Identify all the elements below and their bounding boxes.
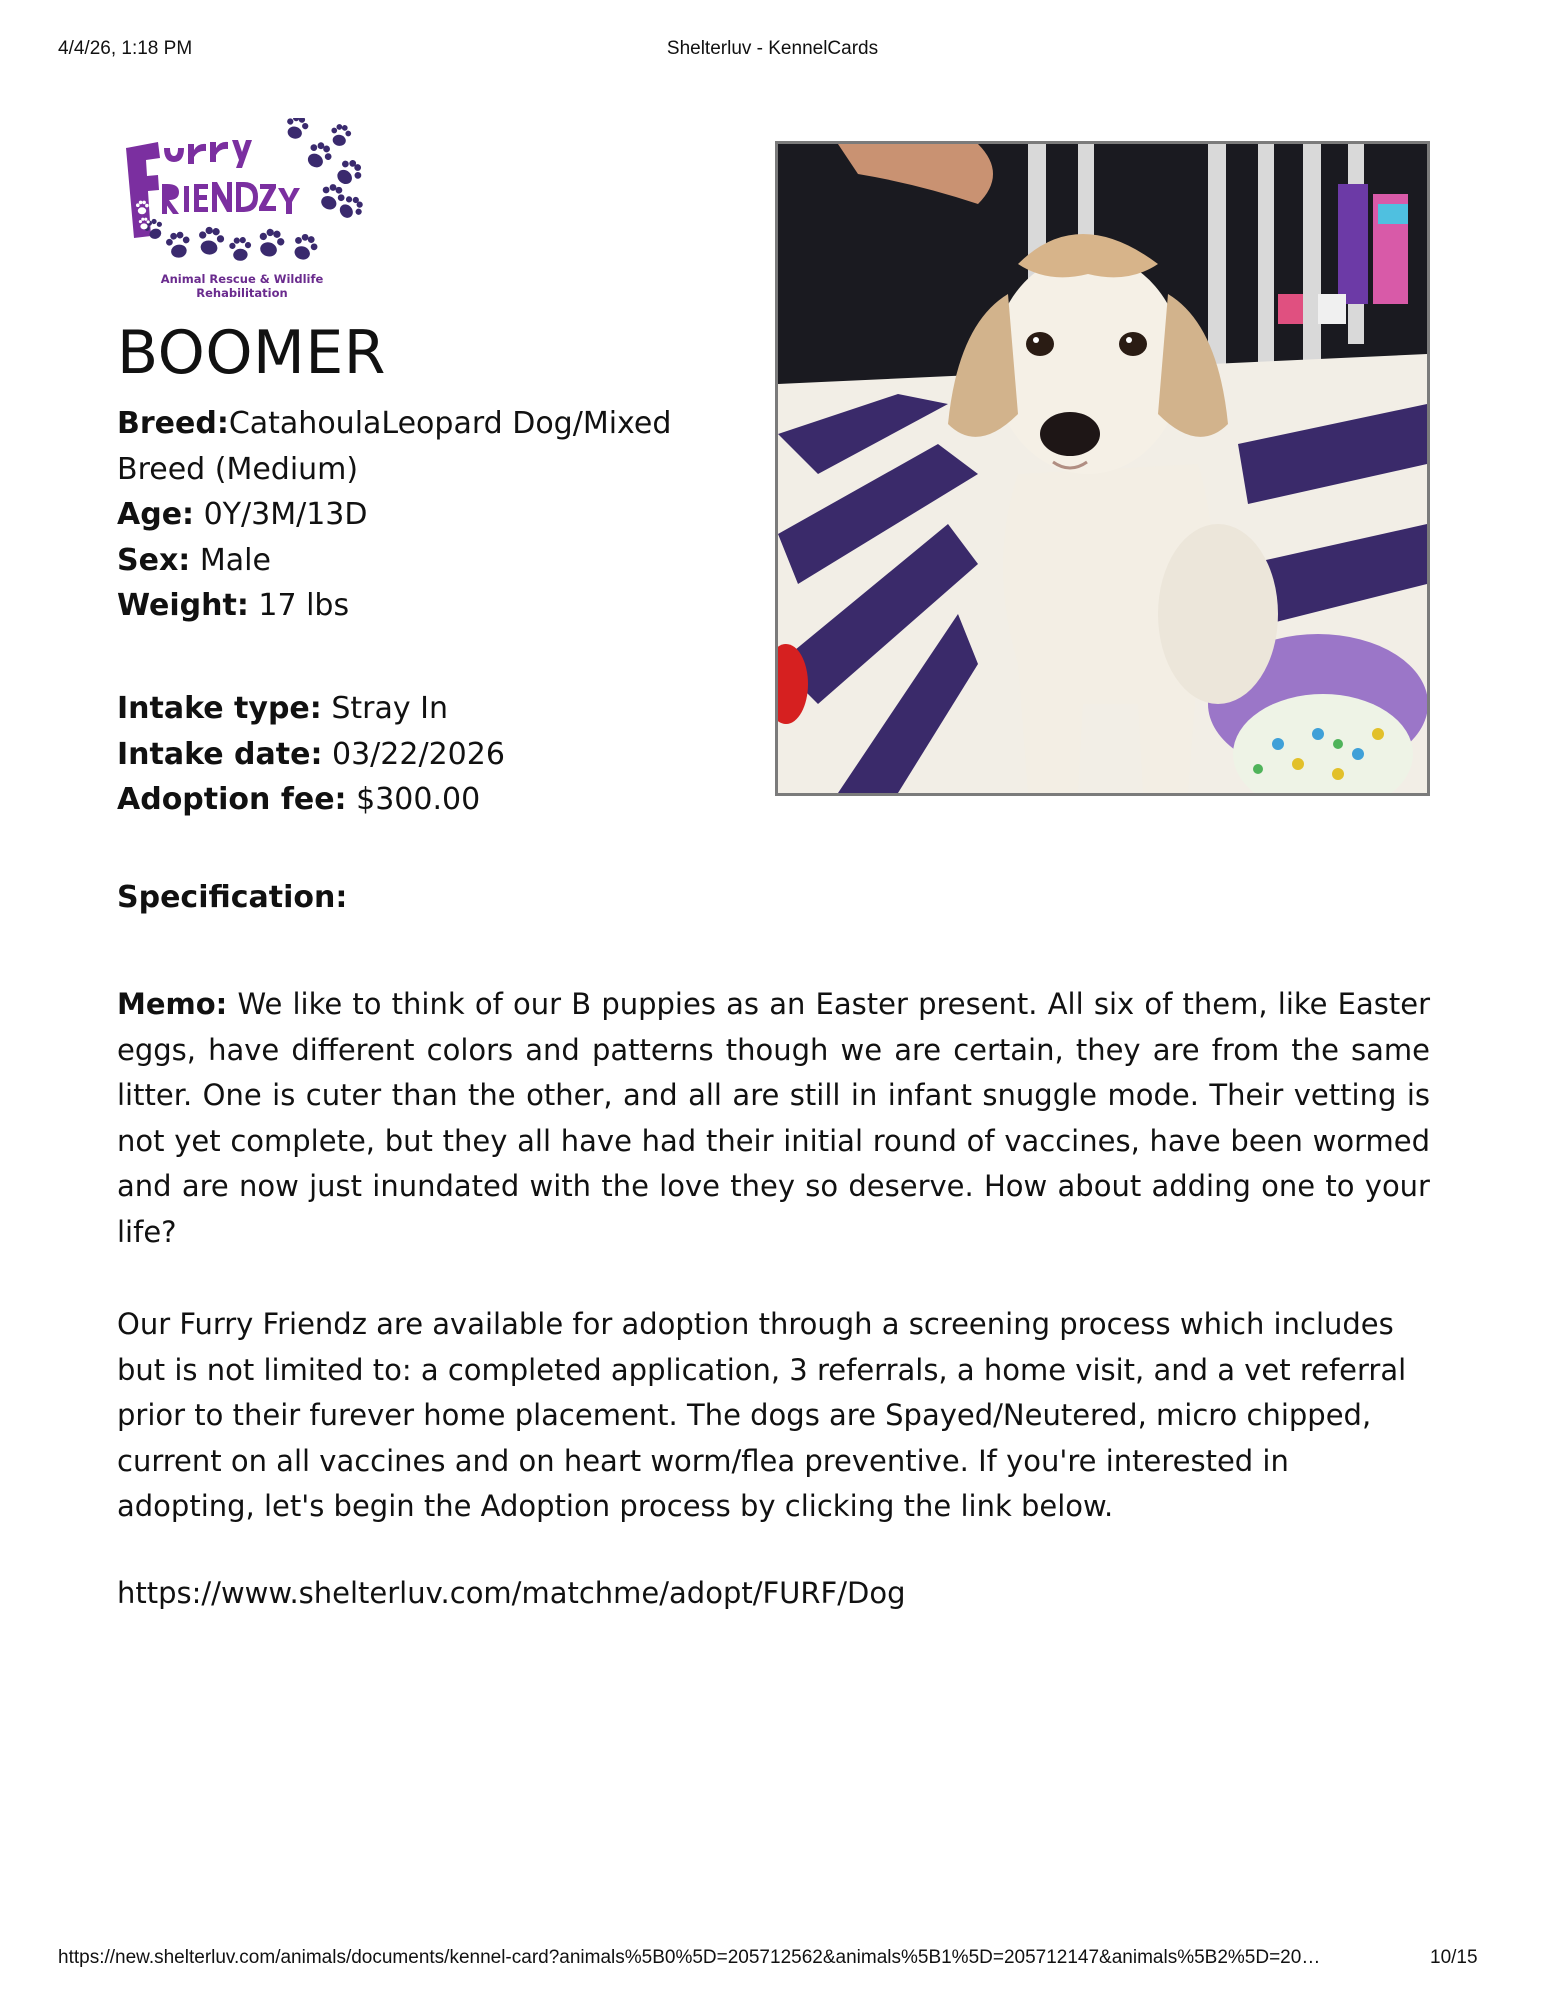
age-row [117,492,757,538]
specification-label: Specification: [117,880,348,915]
sex-value: Male [199,542,271,578]
intake-type-row [117,686,757,732]
sex-label: Sex: [117,542,191,578]
breed-label: Breed: [117,406,229,441]
intake-type-label: Intake type: [117,691,322,726]
intake-date-label: Intake date: [117,736,323,772]
adoption-link[interactable]: https://www.shelterluv.com/matchme/adopt/FURF/Dog [117,1576,906,1610]
logo-tagline: Animal Rescue & Wildlife Rehabilitation [160,272,324,300]
intake-details [117,686,757,823]
age-label: Age: [117,497,195,532]
age-value: 0Y/3M/13D [203,497,368,532]
adoption-fee-row [117,777,757,823]
memo-text: We like to think of our B puppies as an Easter present. All six of them, like Easter eggs, have different colors and patterns though we are certain, they are from the same litter. One is cuter than the other, and all are still in infant snuggle mode. Their vetting is not yet complete, but they all have had their initial round of vaccines, have been wormed and are now just inundated with the love they so deserve. How about adding one to your life? [117,987,1431,1249]
print-url: https://new.shelterluv.com/animals/documents/kennel-card?animals%5B0%5D=205712562&animals%5B1%5D=205712147&animals%5B2%5D=20… [58,1947,1321,1968]
print-page-title: Shelterluv - KennelCards [666,38,879,59]
memo-label: Memo: [117,987,228,1021]
weight-label: Weight: [117,588,249,623]
adoption-info-text: Our Furry Friendz are available for adoption through a screening process which includes but is not limited to: a completed application, 3 referrals, a home visit, and a vet referral prior to their furever home placement. The dogs are Spayed/Neutered, micro chipped, current on all vaccines and on heart worm/flea preventive. If you're interested in adopting, let's begin the Adoption process by clicking the link below. [117,1307,1407,1523]
breed-row [117,401,757,492]
logo-graphic-icon [118,118,366,273]
sex-row [117,538,757,584]
memo [117,982,1430,1255]
adoption-fee-label: Adoption fee: [117,782,347,817]
breed-value: CatahoulaLeopard Dog/Mixed Breed (Medium) [117,406,672,487]
print-page-number: 10/15 [1430,1947,1478,1968]
intake-date-value: 03/22/2026 [332,736,505,772]
intake-date-row [117,732,757,778]
weight-row [117,583,757,629]
print-datetime: 4/4/26, 1:18 PM [58,38,193,59]
adoption-fee-value: $300.00 [356,782,481,817]
furry-friendz-logo [118,118,366,300]
intake-type-value: Stray In [331,691,448,726]
puppy-photo-icon [778,144,1427,793]
pet-details [117,401,757,629]
pet-photo [775,141,1430,796]
weight-value: 17 lbs [258,588,350,623]
pet-name: BOOMER [117,318,386,388]
